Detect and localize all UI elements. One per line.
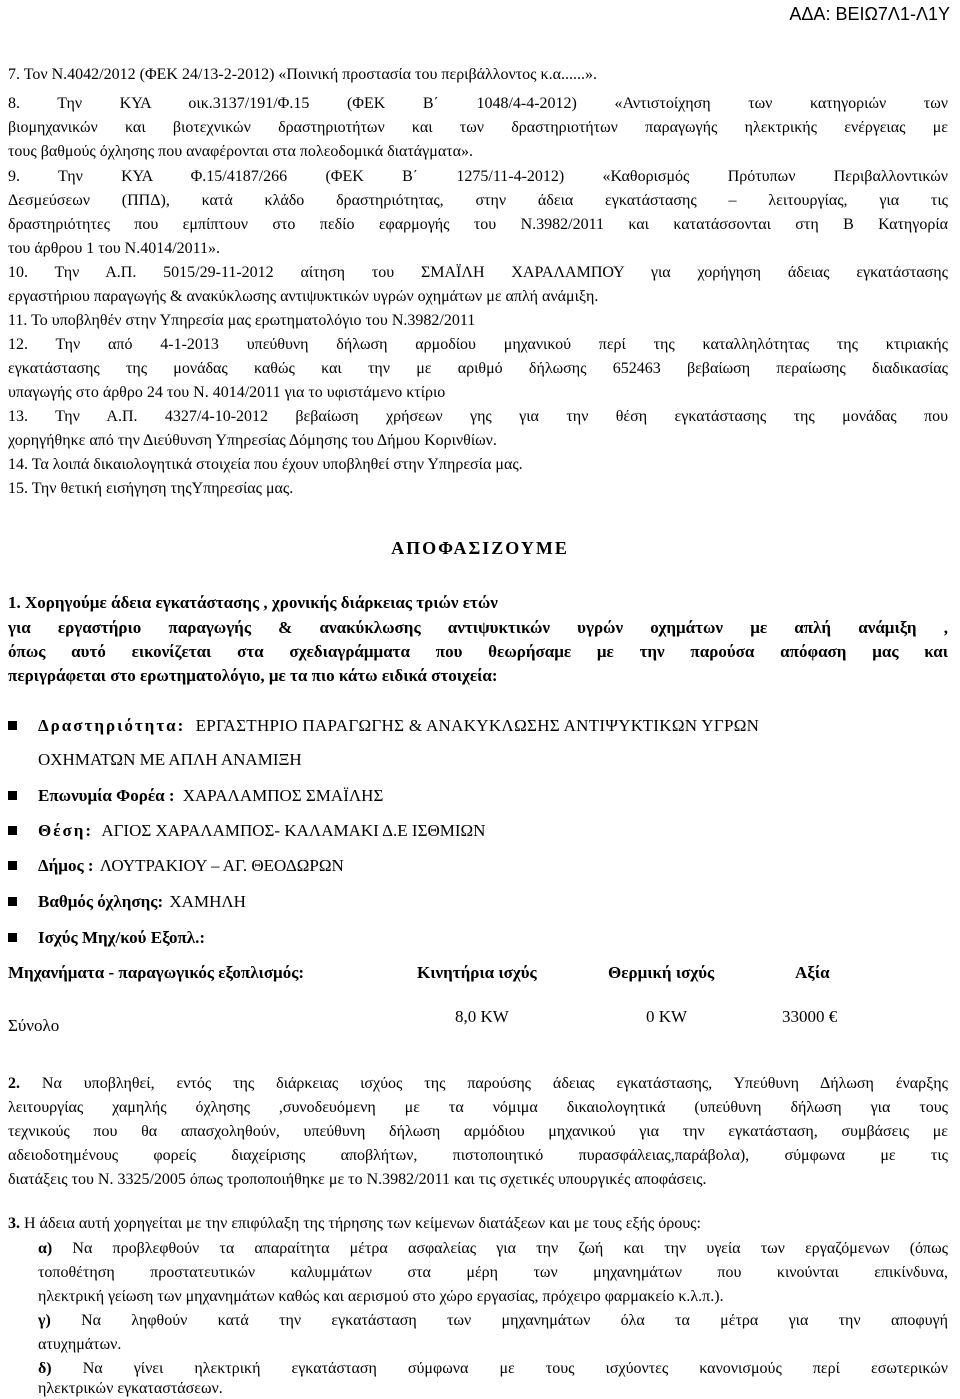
condition-a-line3: ηλεκτρική γείωση των μηχανημάτων καθώς και αερισμού στο χώρο εργασίας, πρόχειρο φαρμακείο κ.λ.π.). bbox=[38, 1288, 724, 1305]
consideration-item-10-line1: 10. Την Α.Π. 5015/29-11-2012 αίτηση του ΣΜΑΪΛΗ ΧΑΡΑΛΑΜΠΟΥ για χορήγηση άδειας εγκατάστασης bbox=[8, 264, 948, 281]
consideration-item-9-line2: Δεσμεύσεων (ΠΠΔ), κατά κλάδο δραστηριότητας, στην άδεια εγκατάστασης – λειτουργίας, για τις bbox=[8, 192, 948, 209]
table-row-total-label: Σύνολο bbox=[8, 1016, 60, 1035]
table-row-thermal-power: 0 KW bbox=[646, 1007, 688, 1026]
condition-a-label: α) bbox=[38, 1240, 53, 1257]
consideration-item-9-line1: 9. Την ΚΥΑ Φ.15/4187/266 (ΦΕΚ Β΄ 1275/11-4-2012) «Καθορισμός Πρότυπων Περιβαλλοντικών bbox=[8, 168, 948, 185]
decision-3-text: Η άδεια αυτή χορηγείται με την επιφύλαξη της τήρησης των κείμενων διατάξεων και με τους εξής όρους: bbox=[20, 1215, 701, 1232]
condition-c-label: γ) bbox=[38, 1312, 51, 1329]
decision-2-line3: τεχνικούς που θα απασχοληθούν, υπεύθυνη δήλωση αρμόδιου μηχανικού για την εγκατάσταση, συμβάσεις με bbox=[8, 1123, 948, 1140]
condition-c-line1 bbox=[38, 1312, 948, 1330]
operator-label: Επωνυμία Φορέα : bbox=[38, 786, 175, 805]
nuisance-value: ΧΑΜΗΛΗ bbox=[169, 892, 246, 911]
condition-a-text: Να προβλεφθούν τα απαραίτητα μέτρα ασφαλείας για την ζωή και την υγεία των εργαζόμενων (όπως bbox=[52, 1240, 948, 1257]
bullet-square-icon bbox=[8, 933, 17, 942]
consideration-item-8-line3: τους βαθμούς όχλησης που αναφέρονται στα πολεοδομικά διατάγματα». bbox=[8, 143, 474, 160]
consideration-item-11: 11. Το υποβληθέν στην Υπηρεσία μας ερωτηματολόγιο του Ν.3982/2011 bbox=[8, 312, 476, 329]
consideration-item-9-line3: δραστηριότητες που εμπίπτουν στο πεδίο εφαρμογής του Ν.3982/2011 και κατατάσσονται στη Β Κατηγορία bbox=[8, 216, 948, 233]
table-row-value: 33000 € bbox=[782, 1007, 838, 1026]
consideration-item-13-line2: χορηγήθηκε από την Διεύθυνση Υπηρεσίας Δόμησης του Δήμου Κορινθίων. bbox=[8, 432, 497, 449]
condition-a-line1 bbox=[38, 1240, 948, 1258]
consideration-item-8-line2: βιομηχανικών και βιοτεχνικών δραστηριοτήτων και των δραστηριοτήτων παραγωγής ηλεκτρικής ενέργειας με bbox=[8, 119, 948, 136]
decision-2-line4: αδειοδοτημένους φορείς διαχείρισης αποβλήτων, πιστοποιητικό πυρασφάλειας,παράβολα), σύμφωνα με τις bbox=[8, 1147, 948, 1164]
nuisance-label: Βαθμός όχλησης: bbox=[38, 892, 164, 911]
decision-1-line3: όπως αυτό εικονίζεται στα σχεδιαγράμματα που θεωρήσαμε με την παρούσα απόφαση μας και bbox=[8, 642, 948, 661]
location-label: Θέση: bbox=[38, 821, 94, 840]
bullet-square-icon bbox=[8, 897, 17, 906]
consideration-item-12-line3: υπαγωγής στο άρθρο 24 του Ν. 4014/2011 για το υφιστάμενο κτίριο bbox=[8, 384, 446, 401]
municipality-value: ΛΟΥΤΡΑΚΙΟΥ – ΑΓ. ΘΕΟΔΩΡΩΝ bbox=[99, 856, 344, 875]
decision-1-line4: περιγράφεται στο ερωτηματολόγιο, με τα πιο κάτω ειδικά στοιχεία: bbox=[8, 666, 498, 685]
condition-d-text: Να γίνει ηλεκτρική εγκατάσταση σύμφωνα με τους ισχύοντες κανονισμούς περί εσωτερικών bbox=[51, 1360, 948, 1377]
power-label: Ισχύς Μηχ/κού Εξοπλ.: bbox=[38, 928, 206, 947]
activity-value-line2: ΟΧΗΜΑΤΩΝ ΜΕ ΑΠΛΗ ΑΝΑΜΙΞΗ bbox=[38, 750, 302, 769]
condition-c-text: Να ληφθούν κατά την εγκατάσταση των μηχανημάτων όλα τα μέτρα για την αποφυγή bbox=[50, 1312, 948, 1329]
consideration-item-14: 14. Τα λοιπά δικαιολογητικά στοιχεία που έχουν υποβληθεί στην Υπηρεσία μας. bbox=[8, 456, 523, 473]
condition-a-line2: τοποθέτηση προστατευτικών καλυμμάτων στα μέρη των μηχανημάτων που κινούνται επικίνδυνα, bbox=[38, 1264, 948, 1281]
decision-2-line5: διατάξεις του Ν. 3325/2005 όπως τροποποιήθηκε με το Ν.3982/2011 και τις σχετικές υπουργικές αποφάσεις. bbox=[8, 1171, 707, 1188]
consideration-item-8-line1: 8. Την ΚΥΑ οικ.3137/191/Φ.15 (ΦΕΚ Β΄ 1048/4-4-2012) «Αντιστοίχηση των κατηγοριών των bbox=[8, 95, 948, 112]
document-reference-code: ΑΔΑ: ΒΕΙΩ7Λ1-Λ1Υ bbox=[789, 4, 950, 24]
detail-operator bbox=[8, 786, 383, 806]
consideration-item-13-line1: 13. Την Α.Π. 4327/4-10-2012 βεβαίωση χρήσεων γης για την θέση εγκατάστασης της μονάδας που bbox=[8, 408, 948, 425]
bullet-square-icon bbox=[8, 826, 17, 835]
decision-2-line1 bbox=[8, 1075, 948, 1093]
detail-municipality bbox=[8, 856, 344, 876]
consideration-item-9-line4: του άρθρου 1 του Ν.4014/2011». bbox=[8, 240, 221, 257]
table-header-value: Αξία bbox=[795, 963, 830, 982]
condition-d-line2: ηλεκτρικών εγκαταστάσεων. bbox=[38, 1380, 223, 1397]
table-row-motive-power: 8,0 KW bbox=[455, 1007, 509, 1026]
operator-value: ΧΑΡΑΛΑΜΠΟΣ ΣΜΑΪΛΗΣ bbox=[182, 786, 384, 805]
decision-2-line2: λειτουργίας χαμηλής όχλησης ,συνοδευόμενη με τα νόμιμα δικαιολογητικά (υπεύθυνη δήλωση για τους bbox=[8, 1099, 948, 1116]
activity-value: ΕΡΓΑΣΤΗΡΙΟ ΠΑΡΑΓΩΓΗΣ & ΑΝΑΚΥΚΛΩΣΗΣ ΑΝΤΙΨΥΚΤΙΚΩΝ ΥΓΡΩΝ bbox=[195, 716, 760, 735]
decision-3-number: 3. bbox=[8, 1215, 20, 1232]
decision-title: ΑΠΟΦΑΣΙΖΟΥΜΕ bbox=[391, 538, 569, 558]
bullet-square-icon bbox=[8, 721, 17, 730]
table-header-thermal-power: Θερμική ισχύς bbox=[608, 963, 715, 982]
detail-power bbox=[8, 928, 205, 948]
condition-c-line2: ατυχημάτων. bbox=[38, 1336, 122, 1353]
consideration-item-7: 7. Τον Ν.4042/2012 (ΦΕΚ 24/13-2-2012) «Ποινική προστασία του περιβάλλοντος κ.α......». bbox=[8, 66, 597, 83]
decision-1-line2: για εργαστήριο παραγωγής & ανακύκλωσης αντιψυκτικών υγρών οχημάτων με απλή ανάμιξη , bbox=[8, 618, 948, 637]
decision-2-text: Να υποβληθεί, εντός της διάρκειας ισχύος της παρούσης άδειας εγκατάστασης, Υπεύθυνη Δήλωση έναρξης bbox=[20, 1075, 948, 1092]
detail-activity bbox=[8, 716, 948, 736]
detail-location bbox=[8, 821, 485, 841]
detail-nuisance bbox=[8, 892, 246, 912]
condition-d-label: δ) bbox=[38, 1360, 52, 1377]
consideration-item-12-line2: εγκατάστασης της μονάδας καθώς και την με αριθμό δήλωσης 652463 βεβαίωση περαίωσης διαδικασίας bbox=[8, 360, 948, 377]
consideration-item-10-line2: εργαστήριου παραγωγής & ανακύκλωσης αντιψυκτικών υγρών οχημάτων με απλή ανάμιξη. bbox=[8, 288, 599, 305]
bullet-square-icon bbox=[8, 861, 17, 870]
decision-3-intro bbox=[8, 1215, 701, 1233]
consideration-item-15: 15. Την θετική εισήγηση τηςΥπηρεσίας μας. bbox=[8, 480, 294, 497]
location-value: ΑΓΙΟΣ ΧΑΡΑΛΑΜΠΟΣ- ΚΑΛΑΜΑΚΙ Δ.Ε ΙΣΘΜΙΩΝ bbox=[101, 821, 486, 840]
table-header-equipment: Μηχανήματα - παραγωγικός εξοπλισμός: bbox=[8, 963, 305, 982]
bullet-square-icon bbox=[8, 791, 17, 800]
decision-2-number: 2. bbox=[8, 1075, 20, 1092]
consideration-item-12-line1: 12. Την από 4-1-2013 υπεύθυνη δήλωση αρμοδίου μηχανικού περί της καταλληλότητας της κτιριακής bbox=[8, 336, 948, 353]
table-header-motive-power: Κινητήρια ισχύς bbox=[417, 963, 537, 982]
activity-label: Δραστηριότητα: bbox=[38, 716, 186, 735]
municipality-label: Δήμος : bbox=[38, 856, 94, 875]
condition-d-line1 bbox=[38, 1360, 948, 1378]
decision-1-line1: 1. Χορηγούμε άδεια εγκατάστασης , χρονικής διάρκειας τριών ετών bbox=[8, 593, 498, 612]
